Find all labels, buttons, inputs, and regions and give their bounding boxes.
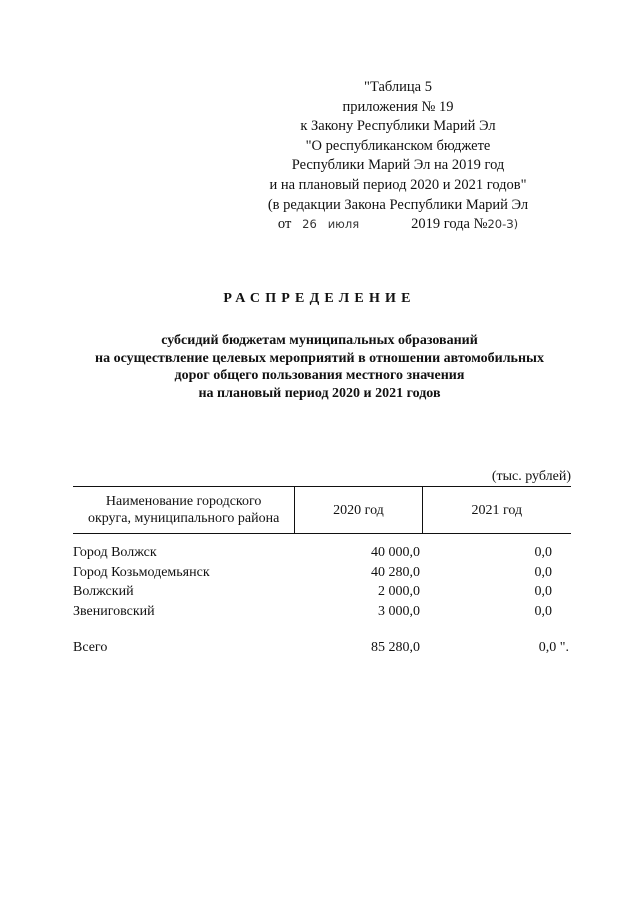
table-row xyxy=(73,604,571,624)
header-line: Республики Марий Эл на 2019 год xyxy=(291,157,505,174)
subsidy-table-body xyxy=(73,545,571,623)
header-line: "О республиканском бюджете xyxy=(305,137,491,154)
table-row xyxy=(73,565,571,585)
date-prefix: от xyxy=(277,216,292,233)
date-month: июля xyxy=(327,217,360,232)
table-header-row xyxy=(73,487,571,534)
header-line: "Таблица 5 xyxy=(364,79,432,95)
row-2020-value: 40 000,0 xyxy=(371,545,420,560)
row-2020-value: 40 280,0 xyxy=(371,564,420,580)
row-2021-value: 0,0 xyxy=(534,603,552,619)
date-year: 2019 года № xyxy=(411,216,488,233)
subtitle-line: дорог общего пользования местного значения xyxy=(174,368,465,383)
table-total-row xyxy=(73,640,571,660)
date-number: 20-З) xyxy=(487,217,519,232)
header-2020-column: 2020 год xyxy=(295,487,422,534)
total-label: Всего xyxy=(73,640,108,655)
row-2020-value: 3 000,0 xyxy=(378,603,420,619)
law-reference-header xyxy=(250,78,546,235)
subsidy-table-header xyxy=(73,486,571,534)
row-2021-value: 0,0 xyxy=(534,564,552,580)
subtitle-line: на осуществление целевых мероприятий в отношении автомобильных xyxy=(95,350,544,366)
table-row xyxy=(73,545,571,565)
subtitle-line: на плановый период 2020 и 2021 годов xyxy=(198,385,441,401)
document-subtitle xyxy=(40,332,599,402)
row-name: Город Козьмодемьянск xyxy=(73,564,210,580)
header-date-line xyxy=(250,215,546,235)
row-name: Звениговский xyxy=(73,603,155,619)
row-2021-value: 0,0 xyxy=(534,545,552,560)
header-line: к Закону Республики Марий Эл xyxy=(300,118,496,135)
header-line: приложения № 19 xyxy=(342,98,454,115)
header-line: (в редакции Закона Республики Марий Эл xyxy=(267,196,529,213)
date-day: 26 xyxy=(302,217,317,232)
header-name-column: Наименование городского округа, муниципального района xyxy=(73,487,295,534)
total-2021-value: 0,0 ". xyxy=(538,640,569,655)
document-title: РАСПРЕДЕЛЕНИЕ xyxy=(223,291,416,306)
header-2021-column: 2021 год xyxy=(422,487,571,534)
row-name: Город Волжск xyxy=(73,545,157,560)
units-label: (тыс. рублей) xyxy=(491,469,571,484)
table-row xyxy=(73,584,571,604)
header-line: и на плановый период 2020 и 2021 годов" xyxy=(269,176,527,193)
row-2021-value: 0,0 xyxy=(534,584,552,599)
total-2020-value: 85 280,0 xyxy=(371,640,420,655)
subtitle-line: субсидий бюджетам муниципальных образований xyxy=(161,333,478,348)
row-2020-value: 2 000,0 xyxy=(378,584,420,599)
row-name: Волжский xyxy=(73,584,134,599)
